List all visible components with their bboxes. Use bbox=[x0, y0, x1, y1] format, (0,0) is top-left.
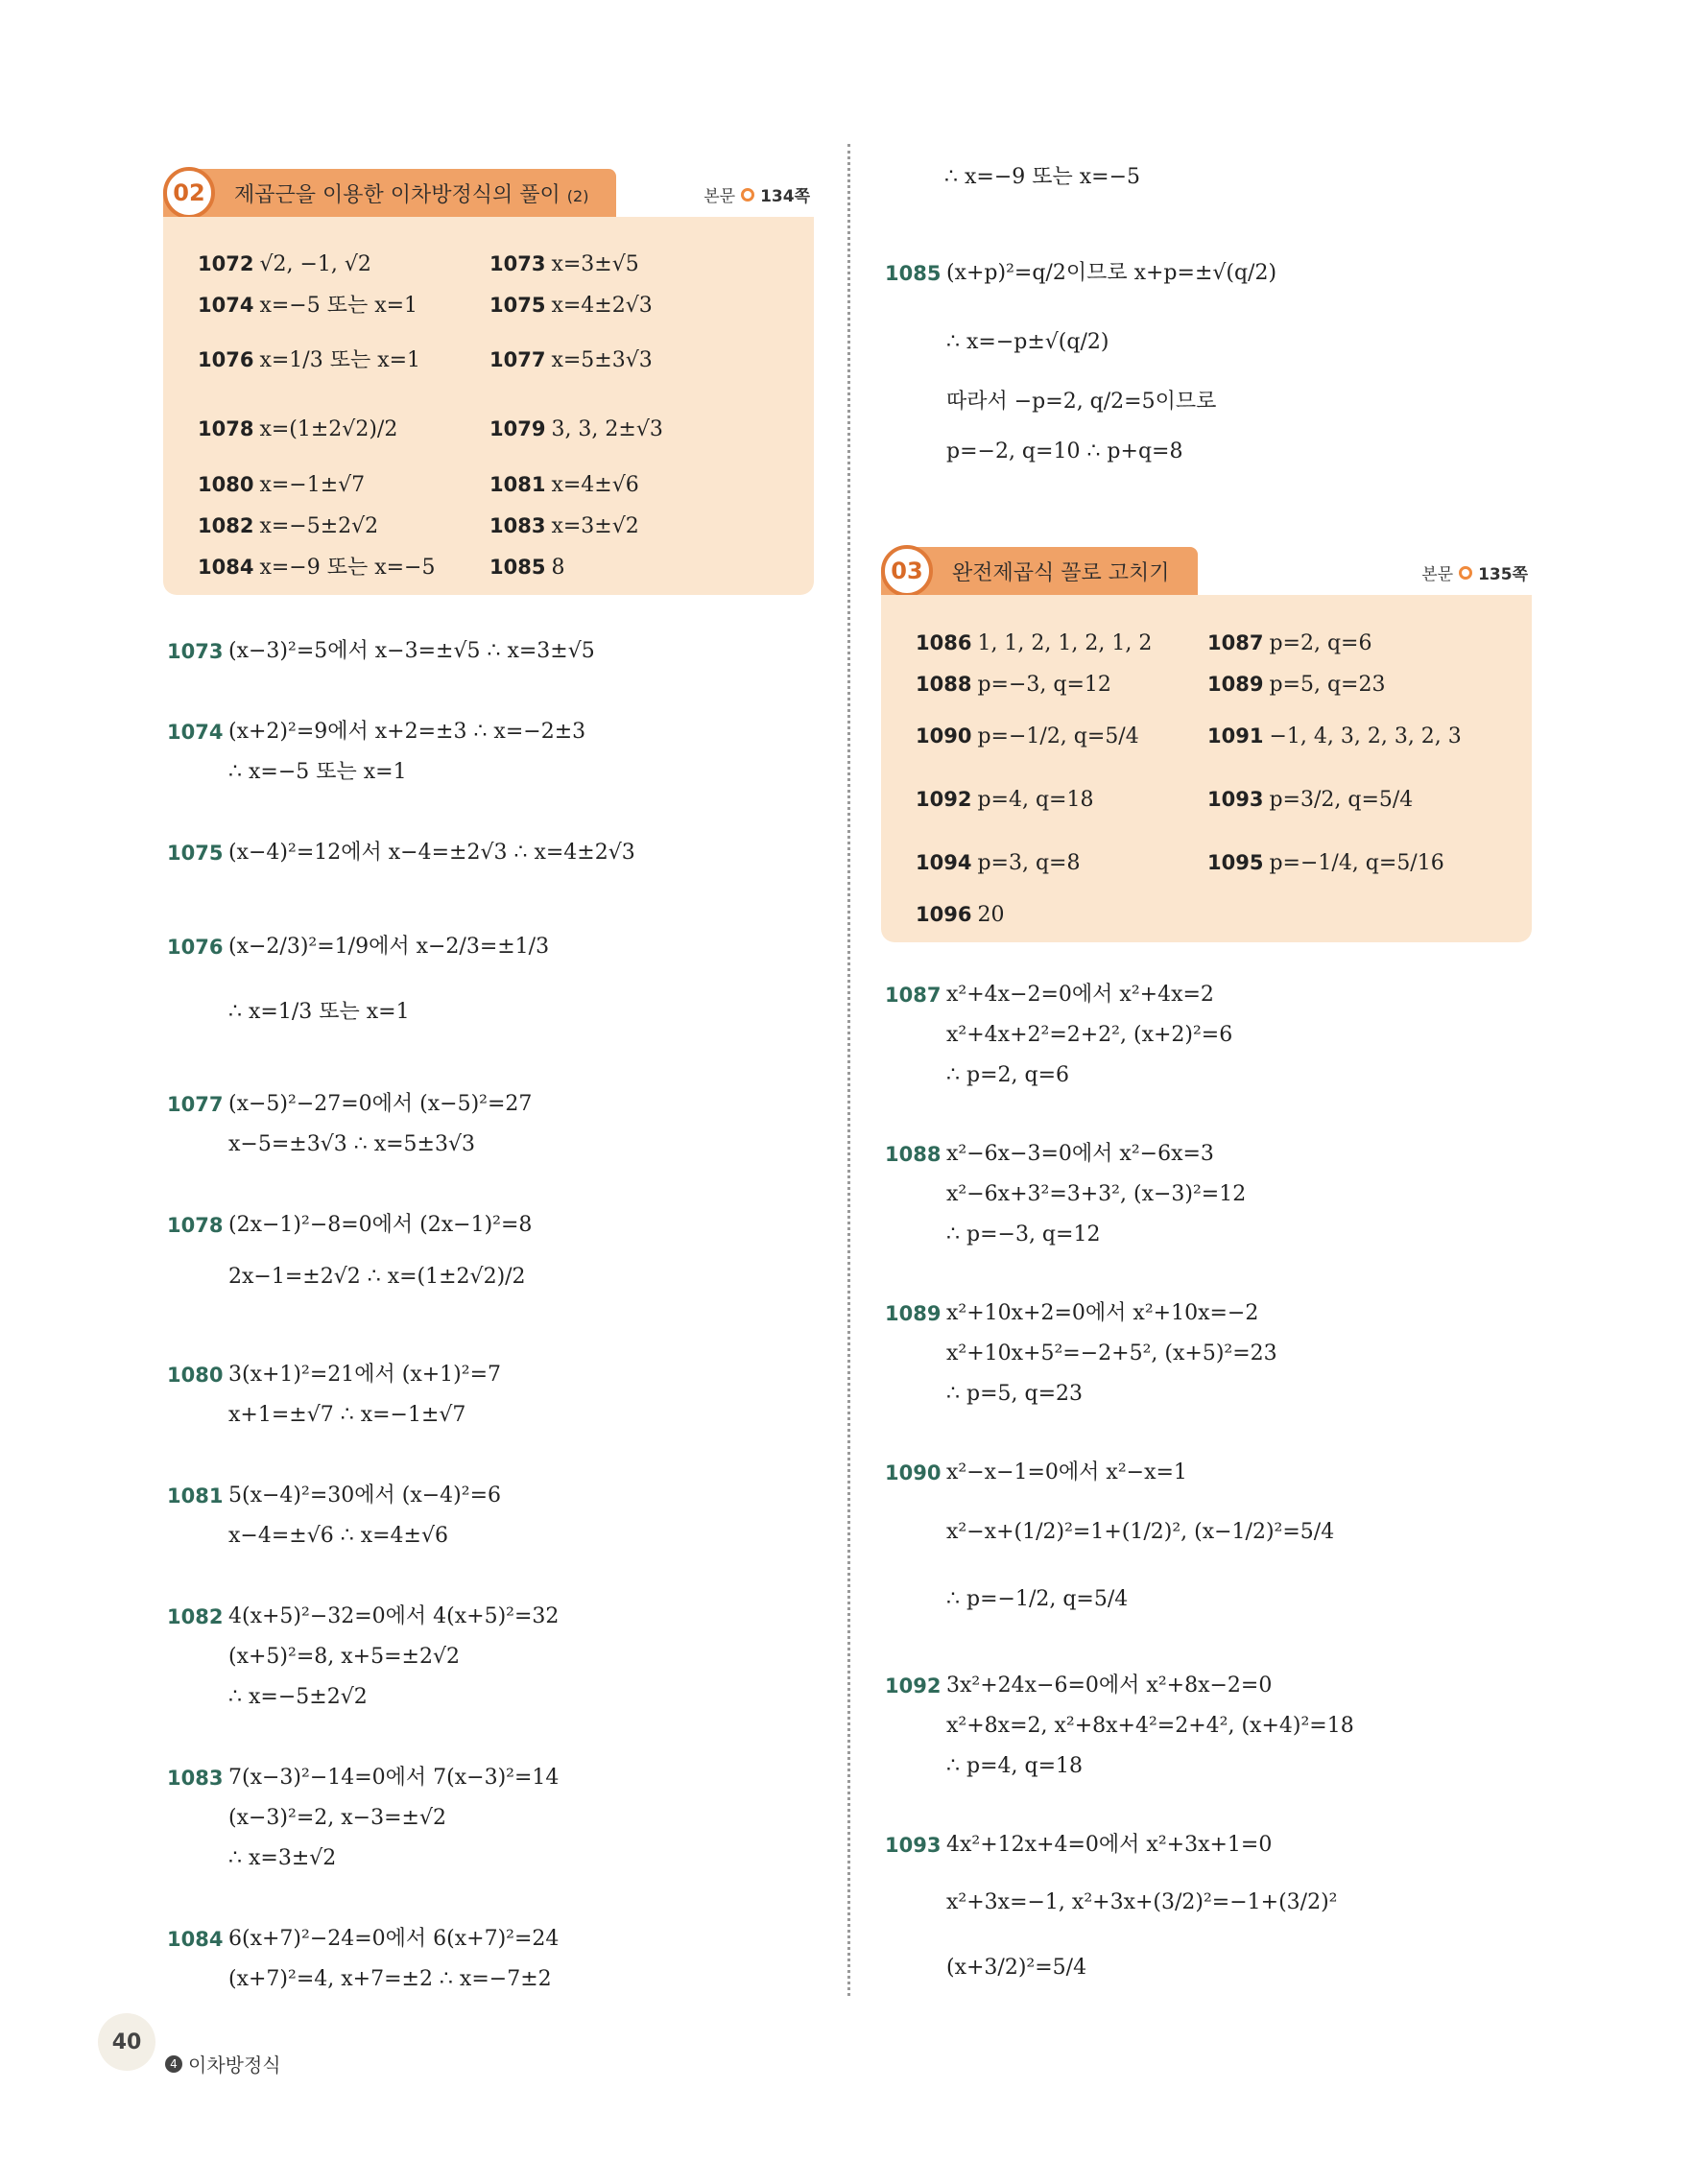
answer-1072: 1072 √2, −1, √2 bbox=[198, 252, 371, 276]
section-03-title: 완전제곱식 꼴로 고치기 bbox=[952, 560, 1170, 585]
answer-1086: 1086 1, 1, 2, 1, 2, 1, 2 bbox=[916, 631, 1153, 655]
solution-1074: 1074 (x+2)²=9에서 x+2=±3 ∴ x=−2±3 ∴ x=−5 또는 x=1 bbox=[167, 720, 586, 784]
solution-1078: 1078 (2x−1)²−8=0에서 (2x−1)²=8 2x−1=±2√2 ∴ x=(1±2√2)/2 bbox=[167, 1213, 533, 1289]
answer-1080: 1080 x=−1±√7 bbox=[198, 473, 366, 497]
answer-1074: 1074 x=−5 또는 x=1 bbox=[198, 294, 418, 318]
section-02-tab bbox=[163, 169, 616, 217]
answer-1091: 1091 −1, 4, 3, 2, 3, 2, 3 bbox=[1207, 724, 1462, 748]
solution-1076: 1076 (x−2/3)²=1/9에서 x−2/3=±1/3 ∴ x=1/3 또는 x=1 bbox=[167, 935, 550, 1024]
ref-circle-icon bbox=[1459, 566, 1472, 580]
answer-1078: 1078 x=(1±2√2)/2 bbox=[198, 417, 398, 441]
section-02-ref bbox=[703, 182, 810, 206]
solution-1090: 1090 x²−x−1=0에서 x²−x=1 x²−x+(1/2)²=1+(1/2)², (x−1/2)²=5/4 ∴ p=−1/2, q=5/4 bbox=[885, 1460, 1335, 1611]
section-02-title bbox=[234, 178, 609, 208]
answer-1083: 1083 x=3±√2 bbox=[489, 514, 639, 538]
page-number: 40 bbox=[98, 2013, 155, 2071]
answer-1073: 1073 x=3±√5 bbox=[489, 252, 639, 276]
solution-1085: 1085 (x+p)²=q/2이므로 x+p=±√(q/2) ∴ x=−p±√(q/2) 따라서 −p=2, q/2=5이므로 p=−2, q=10 ∴ p+q=8 bbox=[885, 261, 1277, 463]
solution-1092: 1092 3x²+24x−6=0에서 x²+8x−2=0 x²+8x=2, x²+8x+4²=2+4², (x+4)²=18 ∴ p=4, q=18 bbox=[885, 1674, 1354, 1778]
answer-1085: 1085 8 bbox=[489, 556, 565, 580]
answer-1096: 1096 20 bbox=[916, 903, 1005, 927]
answer-1089: 1089 p=5, q=23 bbox=[1207, 673, 1386, 697]
section-02-title-text: 제곱근을 이용한 이차방정식의 풀이 bbox=[234, 182, 560, 207]
solution-1084-continued: ∴ x=−9 또는 x=−5 bbox=[944, 165, 1141, 189]
chapter-number-badge: 4 bbox=[165, 2055, 182, 2073]
answer-1082: 1082 x=−5±2√2 bbox=[198, 514, 379, 538]
column-divider bbox=[847, 144, 850, 1996]
solution-1087: 1087 x²+4x−2=0에서 x²+4x=2 x²+4x+2²=2+2², (x+2)²=6 ∴ p=2, q=6 bbox=[885, 983, 1233, 1087]
answer-1094: 1094 p=3, q=8 bbox=[916, 851, 1081, 875]
section-03-number: 03 bbox=[881, 545, 933, 597]
section-03-ref-page: 135쪽 bbox=[1478, 565, 1528, 584]
chapter-title: 이차방정식 bbox=[188, 2053, 281, 2077]
solution-1081: 1081 5(x−4)²=30에서 (x−4)²=6 x−4=±√6 ∴ x=4±√6 bbox=[167, 1484, 501, 1548]
solution-1075: 1075 (x−4)²=12에서 x−4=±2√3 ∴ x=4±2√3 bbox=[167, 841, 635, 865]
answer-1088: 1088 p=−3, q=12 bbox=[916, 673, 1111, 697]
solution-1089: 1089 x²+10x+2=0에서 x²+10x=−2 x²+10x+5²=−2+5², (x+5)²=23 ∴ p=5, q=23 bbox=[885, 1301, 1277, 1406]
solution-1088: 1088 x²−6x−3=0에서 x²−6x=3 x²−6x+3²=3+3², (x−3)²=12 ∴ p=−3, q=12 bbox=[885, 1142, 1247, 1246]
section-03-tab bbox=[881, 547, 1198, 595]
answer-1076: 1076 x=1/3 또는 x=1 bbox=[198, 348, 421, 372]
section-02-ref-label: 본문 bbox=[703, 187, 736, 206]
answer-1090: 1090 p=−1/2, q=5/4 bbox=[916, 724, 1139, 748]
solution-1082: 1082 4(x+5)²−32=0에서 4(x+5)²=32 (x+5)²=8, x+5=±2√2 ∴ x=−5±2√2 bbox=[167, 1604, 560, 1709]
solution-1083: 1083 7(x−3)²−14=0에서 7(x−3)²=14 (x−3)²=2, x−3=±√2 ∴ x=3±√2 bbox=[167, 1766, 560, 1870]
chapter-label bbox=[165, 2050, 281, 2077]
solution-1084: 1084 6(x+7)²−24=0에서 6(x+7)²=24 (x+7)²=4, x+7=±2 ∴ x=−7±2 bbox=[167, 1927, 560, 1991]
section-02-ref-page: 134쪽 bbox=[760, 187, 810, 206]
answer-1095: 1095 p=−1/4, q=5/16 bbox=[1207, 851, 1444, 875]
solution-1073: 1073 (x−3)²=5에서 x−3=±√5 ∴ x=3±√5 bbox=[167, 639, 595, 663]
answer-1093: 1093 p=3/2, q=5/4 bbox=[1207, 788, 1414, 812]
solution-1093: 1093 4x²+12x+4=0에서 x²+3x+1=0 x²+3x=−1, x²+3x+(3/2)²=−1+(3/2)² (x+3/2)²=5/4 bbox=[885, 1833, 1338, 1980]
answer-1084: 1084 x=−9 또는 x=−5 bbox=[198, 556, 436, 580]
solution-1077: 1077 (x−5)²−27=0에서 (x−5)²=27 x−5=±3√3 ∴ x=5±3√3 bbox=[167, 1092, 533, 1156]
section-02-number: 02 bbox=[163, 167, 215, 219]
section-02-title-sub: (2) bbox=[566, 186, 589, 205]
answer-1075: 1075 x=4±2√3 bbox=[489, 294, 653, 318]
answer-1081: 1081 x=4±√6 bbox=[489, 473, 639, 497]
answer-1077: 1077 x=5±3√3 bbox=[489, 348, 653, 372]
answer-1087: 1087 p=2, q=6 bbox=[1207, 631, 1372, 655]
answer-1079: 1079 3, 3, 2±√3 bbox=[489, 417, 663, 441]
answer-1092: 1092 p=4, q=18 bbox=[916, 788, 1094, 812]
ref-circle-icon bbox=[741, 188, 754, 202]
solution-1080: 1080 3(x+1)²=21에서 (x+1)²=7 x+1=±√7 ∴ x=−1±√7 bbox=[167, 1363, 501, 1427]
section-03-ref bbox=[1421, 560, 1528, 584]
section-03-ref-label: 본문 bbox=[1421, 565, 1454, 584]
